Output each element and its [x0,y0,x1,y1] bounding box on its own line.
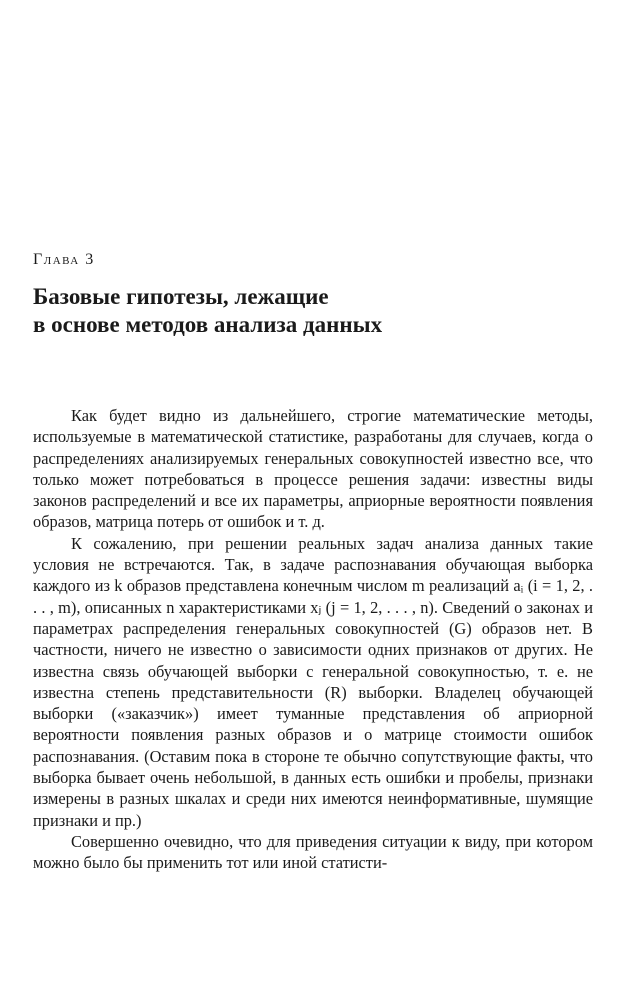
paragraph-1: Как будет видно из дальнейшего, строгие математические методы, используемые в математической статистике, разработаны для случаев, когда о распределениях анализируемых генеральных совокупностей известно все, что только может потребоваться в процессе решения задачи: известны виды законов распределений и все их параметры, априорные вероятности появления образов, матрица потерь от ошибок и т. д. [33,406,593,532]
chapter-title-line-1: Базовые гипотезы, лежащие [33,284,329,309]
chapter-title-line-2: в основе методов анализа данных [33,312,383,337]
chapter-label: Глава 3 [33,251,95,268]
body-text [33,405,593,874]
paragraph-2: К сожалению, при решении реальных задач анализа данных такие условия не встречаются. Так, в задаче распознавания обучающая выборка каждого из k образов представлена конечным числом m реализаций aᵢ (i = 1, 2, . . . , m), описанных n характеристиками xⱼ (j = 1, 2, . . . , n). Сведений о законах и параметрах распределения генеральных совокупностей (G) образов нет. В частности, ничего не известно о зависимости одних признаков от других. Не известна связь обучающей выборки с генеральной совокупностью, т. е. не известна степень представительности (R) выборки. Владелец обучающей выборки («заказчик») имеет туманные представления об априорной вероятности появления разных образов и о матрице стоимости ошибок распознавания. (Оставим пока в стороне те обычно сопутствующие факты, что выборка бывает очень небольшой, в данных есть ошибки и пробелы, признаки измерены в разных шкалах и среди них имеются неинформативные, шумящие признаки и пр.) [33,533,593,830]
chapter-title [33,283,613,339]
paragraph-3: Совершенно очевидно, что для приведения ситуации к виду, при котором можно было бы применить тот или иной статисти- [33,831,593,873]
